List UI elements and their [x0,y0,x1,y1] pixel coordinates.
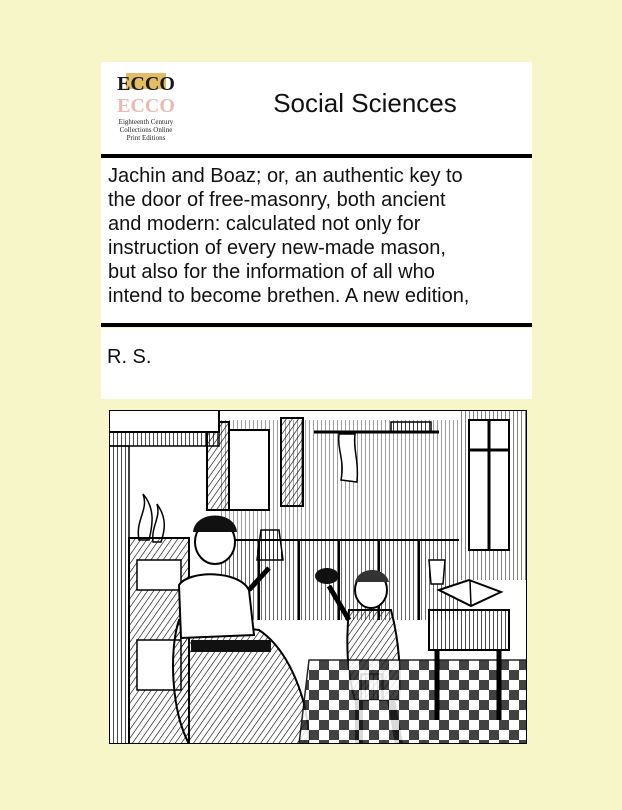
book-title-line: and modern: calculated not only for [108,213,421,235]
logo-caption-line: Print Editions [126,134,166,142]
book-title-line: Jachin and Boaz; or, an authentic key to [108,165,463,187]
author-name: R. S. [107,346,152,368]
woodcut-illustration [109,410,527,744]
book-title [108,164,528,308]
series-title: Social Sciences [273,88,457,118]
book-title-line: but also for the information of all who [108,261,435,283]
book-title-line: the door of free-masonry, both ancient [108,189,446,211]
ecco-logo-mark [112,70,180,118]
svg-text:ECCO: ECCO [117,73,175,95]
author-panel [101,328,532,399]
svg-text:ECCO: ECCO [117,95,175,117]
logo-caption-line: Collections Online [119,126,173,134]
book-title-line: instruction of every new-made mason, [108,237,446,259]
ecco-logo [110,70,182,150]
title-rule [101,323,532,327]
logo-caption-line: Eighteenth Century [118,118,174,126]
book-title-line: intend to become brethen. A new edition, [108,285,470,307]
ecco-logo-caption [110,118,182,142]
